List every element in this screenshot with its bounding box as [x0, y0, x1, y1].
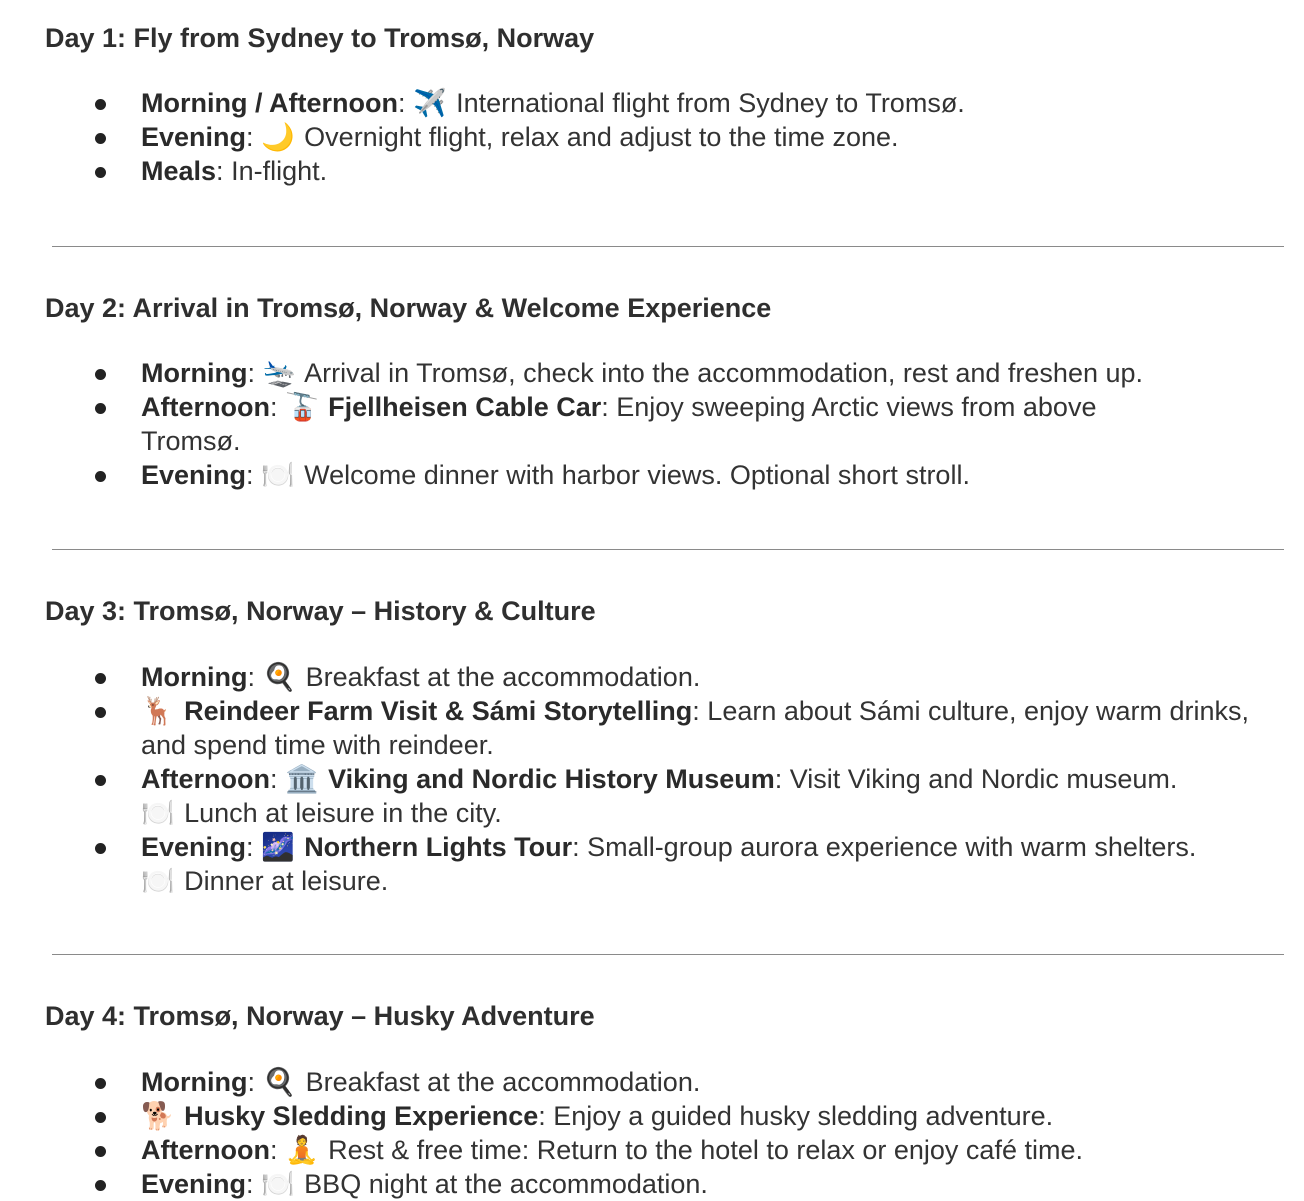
list-item — [0, 390, 1304, 458]
day-3-title: Day 3: Tromsø, Norway – History & Culture — [45, 596, 596, 626]
item-separator: : — [246, 122, 262, 152]
item-text: Overnight flight, relax and adjust to the time zone. — [296, 122, 899, 152]
fried-egg-pan-icon: 🍳 — [262, 1067, 297, 1097]
item-label: Meals — [141, 156, 217, 186]
item-highlight: Northern Lights Tour — [304, 832, 573, 862]
item-separator: : — [269, 764, 285, 794]
item-separator: : — [247, 1067, 263, 1097]
section-divider — [52, 549, 1284, 550]
item-separator: : — [397, 88, 413, 118]
plate-cutlery-icon: 🍽️ — [261, 460, 295, 490]
day-2-list — [0, 356, 1304, 492]
item-text: : Learn about Sámi culture, enjoy warm drinks, and spend time with reindeer. — [141, 696, 1250, 760]
dog-icon: 🐕 — [141, 1101, 175, 1131]
list-item — [0, 356, 1304, 390]
list-item — [0, 660, 1304, 694]
plate-cutlery-icon: 🍽️ — [141, 866, 175, 896]
item-label: Afternoon — [141, 392, 270, 422]
item-text: International flight from Sydney to Tromsø. — [448, 88, 965, 118]
item-label: Evening — [141, 832, 247, 862]
item-separator: : — [246, 832, 262, 862]
day-4-list — [0, 1065, 1304, 1201]
item-text: Rest & free time: Return to the hotel to relax or enjoy café time. — [320, 1135, 1083, 1165]
item-separator: : — [246, 1169, 262, 1199]
list-item — [0, 1133, 1304, 1167]
item-label: Afternoon — [141, 764, 270, 794]
item-label: Morning — [141, 662, 248, 692]
crescent-moon-icon: 🌙 — [261, 122, 295, 152]
item-highlight: Fjellheisen Cable Car — [328, 392, 602, 422]
list-item — [0, 1065, 1304, 1099]
airplane-arrival-icon: 🛬 — [262, 358, 297, 388]
item-text: Welcome dinner with harbor views. Optional short stroll. — [296, 460, 970, 490]
fried-egg-pan-icon: 🍳 — [262, 662, 297, 692]
item-separator: : — [216, 156, 232, 186]
item-text: BBQ night at the accommodation. — [296, 1169, 708, 1199]
list-item — [0, 120, 1304, 154]
day-2-title: Day 2: Arrival in Tromsø, Norway & Welcome Experience — [45, 293, 772, 323]
deer-icon: 🦌 — [141, 696, 175, 726]
list-item — [0, 830, 1304, 898]
item-highlight: Reindeer Farm Visit & Sámi Storytelling — [184, 696, 693, 726]
item-separator: : — [269, 1135, 285, 1165]
list-item — [0, 1099, 1304, 1133]
item-text: Breakfast at the accommodation. — [298, 1067, 701, 1097]
list-item — [0, 154, 1304, 188]
item-label: Evening — [141, 460, 247, 490]
item-text-secondary: Lunch at leisure in the city. — [176, 798, 502, 828]
item-highlight: Husky Sledding Experience — [184, 1101, 539, 1131]
item-text: : Small-group aurora experience with warm shelters. — [572, 832, 1197, 862]
day-3-list — [0, 660, 1304, 898]
item-label: Morning — [141, 358, 248, 388]
section-divider — [52, 246, 1284, 247]
item-label: Evening — [141, 1169, 247, 1199]
item-text: : Visit Viking and Nordic museum. — [774, 764, 1178, 794]
item-separator: : — [247, 358, 263, 388]
item-text: Breakfast at the accommodation. — [298, 662, 701, 692]
aerial-tramway-icon: 🚡 — [285, 392, 319, 422]
item-separator: : — [246, 460, 262, 490]
plate-cutlery-icon: 🍽️ — [261, 1169, 295, 1199]
item-separator: : — [269, 392, 285, 422]
item-text-secondary: Dinner at leisure. — [176, 866, 389, 896]
item-label: Morning — [141, 1067, 248, 1097]
classical-building-icon: 🏛️ — [285, 764, 319, 794]
list-item — [0, 762, 1304, 830]
day-1-list — [0, 86, 1304, 188]
day-1-title: Day 1: Fly from Sydney to Tromsø, Norway — [45, 23, 595, 53]
item-text: Arrival in Tromsø, check into the accommodation, rest and freshen up. — [298, 358, 1144, 388]
plate-cutlery-icon: 🍽️ — [141, 798, 175, 828]
night-stars-icon: 🌌 — [261, 832, 295, 862]
item-label: Morning / Afternoon — [141, 88, 398, 118]
item-label: Evening — [141, 122, 247, 152]
airplane-icon: ✈️ — [412, 88, 447, 118]
item-text: : Enjoy sweeping Arctic views from above Tromsø. — [141, 392, 1097, 456]
item-text: : Enjoy a guided husky sledding adventure. — [538, 1101, 1054, 1131]
section-divider — [52, 954, 1284, 955]
list-item — [0, 86, 1304, 120]
item-highlight: Viking and Nordic History Museum — [328, 764, 775, 794]
day-4-title: Day 4: Tromsø, Norway – Husky Adventure — [45, 1001, 595, 1031]
item-label: Afternoon — [141, 1135, 270, 1165]
item-separator: : — [247, 662, 263, 692]
person-meditating-icon: 🧘 — [285, 1135, 319, 1165]
list-item — [0, 458, 1304, 492]
list-item — [0, 694, 1304, 762]
item-text: In-flight. — [231, 156, 328, 186]
